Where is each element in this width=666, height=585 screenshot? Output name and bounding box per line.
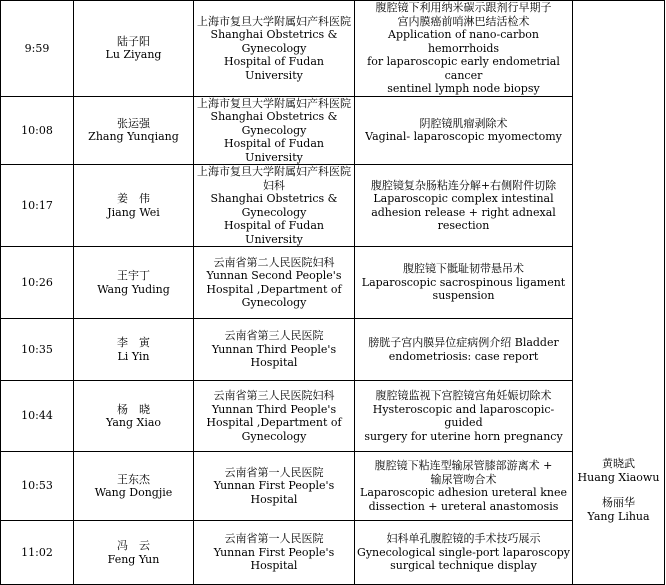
table-row (1, 165, 665, 247)
time-cell: 11:02 (1, 521, 74, 585)
chair-person (575, 496, 662, 523)
topic-zh-line1: 腹腔镜下利用纳米碳示跟剂行早期子 (375, 1, 552, 14)
speaker-name-en: Wang Dongjie (94, 486, 173, 499)
speaker-cell (74, 1, 194, 97)
speaker-name-zh: 陆子阳 (117, 34, 150, 48)
topic-en-line1: Hysteroscopic and laparoscopic-guided (372, 402, 555, 429)
hospital-name-zh: 云南省第一人民医院 (224, 465, 324, 479)
hospital-name-en-line2: Hospital ,Department of (206, 416, 342, 429)
hospital-name-en-line1: Yunnan First People's Hospital (213, 479, 335, 506)
speaker-cell (74, 452, 194, 521)
hospital-cell (194, 319, 355, 381)
table-row (1, 247, 665, 319)
table-row (1, 1, 665, 97)
table-row (1, 381, 665, 452)
time-cell: 10:53 (1, 452, 74, 521)
topic-zh-line1: 腹腔镜复杂肠粘连分解+右侧附件切除 (370, 178, 557, 192)
hospital-name-en-line3: Gynecology (241, 429, 307, 443)
topic-en-line2: surgical technique display (390, 559, 537, 573)
topic-en-line1: Laparoscopic adhesion ureteral knee (360, 486, 567, 499)
hospital-name-en-line2: Hospital ,Department of (206, 282, 342, 296)
speaker-name-zh: 姜 伟 (117, 192, 150, 205)
hospital-cell (194, 247, 355, 319)
topic-cell (355, 381, 573, 452)
chair-cell-top (573, 1, 665, 97)
hospital-name-zh: 上海市复旦大学附属妇产科医院 (197, 96, 351, 110)
chair-cell (573, 96, 665, 585)
speaker-name-zh: 王宇丁 (117, 269, 150, 282)
speaker-name-zh: 冯 云 (117, 539, 150, 552)
topic-zh-line1: 腹腔镜监视下宫腔镜宫角妊娠切除术 (375, 389, 552, 402)
hospital-name-en-line1: Shanghai Obstetrics & Gynecology (210, 28, 338, 55)
chair-name-en: Yang Lihua (587, 509, 650, 523)
hospital-name-zh: 上海市复旦大学附属妇产科医院 (197, 165, 351, 178)
topic-en-line1: Laparoscopic complex intestinal (373, 192, 554, 205)
chair-person (575, 457, 662, 484)
topic-en-line3: resection (437, 219, 490, 232)
speaker-name-en: Yang Xiao (105, 416, 162, 429)
topic-en-line2: adhesion release + right adnexal (371, 205, 556, 219)
hospital-name-zh: 上海市复旦大学附属妇产科医院 (197, 14, 351, 28)
topic-cell (355, 1, 573, 97)
topic-zh-line1: 膀胱子宫内膜异位症病例介绍 Bladder (368, 336, 559, 349)
hospital-cell (194, 165, 355, 247)
hospital-name-en-line2: Hospital of Fudan University (223, 137, 324, 164)
topic-zh-line1: 腹腔镜下粘连型输尿管膝部游离术 + (374, 459, 553, 472)
topic-zh-line1: 腹腔镜下骶耻韧带悬吊术 (403, 262, 524, 276)
topic-en-line1: Gynecological single-port laparoscopy (357, 545, 570, 559)
topic-en-line1: endometriosis: case report (388, 349, 539, 363)
time-cell: 10:26 (1, 247, 74, 319)
topic-zh-line1: 妇科单孔腹腔镜的手术技巧展示 (386, 532, 541, 546)
topic-en-line1: Vaginal- laparoscopic myomectomy (365, 130, 562, 144)
speaker-cell (74, 247, 194, 319)
speaker-name-zh: 杨 晓 (117, 402, 150, 416)
hospital-name-zh: 云南省第三人民医院妇科 (213, 389, 335, 402)
time-cell: 10:44 (1, 381, 74, 452)
topic-zh-line2: 输尿管吻合术 (430, 472, 497, 486)
chair-name-en: Huang Xiaowu (577, 470, 660, 484)
hospital-name-en-line1: Yunnan Third People's Hospital (211, 342, 337, 370)
hospital-name-en-line1: Yunnan First People's Hospital (213, 545, 335, 573)
topic-cell (355, 319, 573, 381)
table-row (1, 96, 665, 165)
topic-en-line2: for laparoscopic early endometrial cancer (367, 55, 560, 82)
hospital-name-en-line1: Yunnan Third People's (211, 402, 337, 416)
topic-cell (355, 96, 573, 165)
chair-name-zh: 黄晓武 (602, 457, 635, 470)
hospital-cell (194, 381, 355, 452)
speaker-cell (74, 381, 194, 452)
topic-en-line3: sentinel lymph node biopsy (387, 82, 540, 95)
topic-en-line1: Laparoscopic sacrospinous ligament (361, 275, 566, 289)
time-cell: 10:35 (1, 319, 74, 381)
hospital-name-en-line3: Gynecology (241, 296, 307, 309)
speaker-cell (74, 96, 194, 165)
speaker-name-en: Lu Ziyang (105, 48, 162, 62)
speaker-cell (74, 165, 194, 247)
speaker-cell (74, 319, 194, 381)
speaker-name-en: Li Yin (117, 349, 150, 363)
hospital-name-en-line1: Shanghai Obstetrics & Gynecology (210, 192, 338, 219)
hospital-name-zh: 云南省第三人民医院 (224, 329, 324, 343)
hospital-name-en-line2: Hospital of Fudan University (223, 55, 324, 82)
topic-cell (355, 452, 573, 521)
table-row (1, 452, 665, 521)
time-cell: 9:59 (1, 1, 74, 97)
speaker-name-en: Feng Yun (107, 552, 160, 566)
topic-cell (355, 247, 573, 319)
speaker-name-en: Jiang Wei (107, 205, 160, 219)
hospital-cell (194, 452, 355, 521)
time-cell: 10:17 (1, 165, 74, 247)
topic-zh-line1: 阴腔镜肌瘤剥除术 (419, 116, 508, 130)
speaker-name-zh: 王东杰 (117, 472, 150, 486)
hospital-department-zh: 妇科 (263, 178, 285, 192)
topic-en-line2: suspension (432, 289, 495, 303)
table-row (1, 319, 665, 381)
speaker-name-zh: 李 寅 (117, 336, 150, 349)
hospital-name-en-line1: Shanghai Obstetrics & Gynecology (210, 110, 338, 137)
speaker-name-en: Wang Yuding (97, 282, 170, 296)
hospital-name-en-line1: Yunnan Second People's (206, 269, 342, 282)
chair-name-zh: 杨丽华 (602, 496, 635, 509)
hospital-cell (194, 96, 355, 165)
hospital-cell (194, 1, 355, 97)
hospital-name-zh: 云南省第二人民医院妇科 (213, 255, 335, 269)
topic-en-line1: Application of nano-carbon hemorrhoids (388, 28, 539, 55)
speaker-name-zh: 张运强 (117, 116, 150, 130)
topic-cell (355, 165, 573, 247)
hospital-name-zh: 云南省第一人民医院 (224, 532, 324, 546)
topic-en-line2: surgery for uterine horn pregnancy (364, 429, 563, 443)
topic-en-line2: dissection + ureteral anastomosis (368, 499, 559, 513)
hospital-name-en-line2: Hospital of Fudan University (223, 219, 324, 246)
speaker-name-en: Zhang Yunqiang (88, 130, 179, 144)
topic-zh-line2: 宫内膜癌前哨淋巴结活检术 (397, 14, 530, 28)
time-cell: 10:08 (1, 96, 74, 165)
